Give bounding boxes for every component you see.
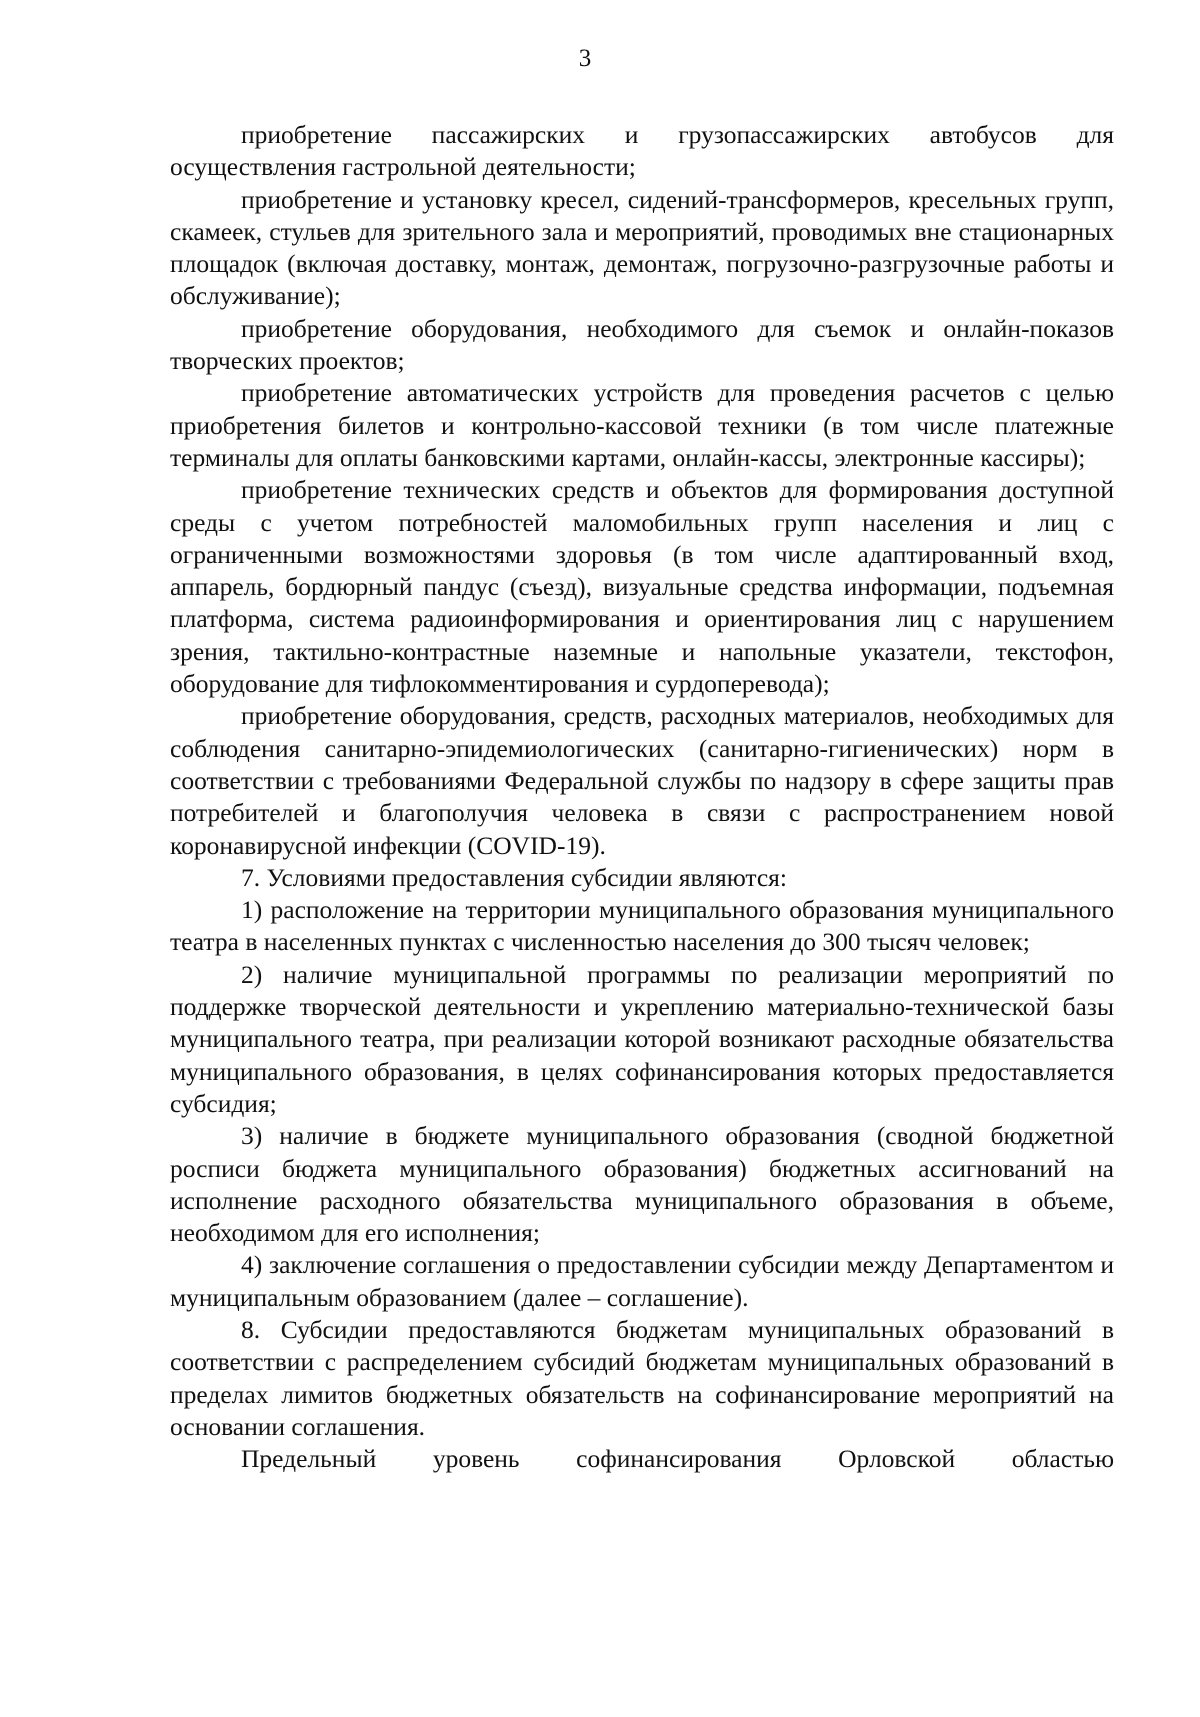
paragraph-seats: приобретение и установку кресел, сидений-трансформеров, кресельных групп, скамеек, стульев для зрительного зала и мероприятий, проводимых вне стационарных площадок (включая доставку, монтаж, демонтаж, погрузочно-разгрузочные работы и обслуживание); bbox=[170, 184, 1114, 311]
paragraph-condition-3: 3) наличие в бюджете муниципального образования (сводной бюджетной росписи бюджета муниципального образования) бюджетных ассигнований на исполнение расходного обязательства муниципального образования в объеме, необходимом для его исполнения; bbox=[170, 1121, 1114, 1248]
paragraph-payment-devices: приобретение автоматических устройств для проведения расчетов с целью приобретения билетов и контрольно-кассовой техники (в том числе платежные терминалы для оплаты банковскими картами, онлайн-кассы, электронные кассиры); bbox=[170, 378, 1114, 472]
paragraph-buses: приобретение пассажирских и грузопассажирских автобусов для осуществления гастрольной деятельности; bbox=[170, 120, 1114, 182]
paragraph-accessible-environment: приобретение технических средств и объектов для формирования доступной среды с учетом потребностей маломобильных групп населения и лиц с ограниченными возможностями здоровья (в том числе адаптированный вход, аппарель, бордюрный пандус (съезд), визуальные средства информации, подъемная платформа, система радиоинформирования и ориентирования лиц с нарушением зрения, тактильно-контрастные наземные и напольные указатели, текстофон, оборудование для тифлокомментирования и сурдоперевода); bbox=[170, 475, 1114, 699]
paragraph-condition-2: 2) наличие муниципальной программы по реализации мероприятий по поддержке творческой деятельности и укреплению материально-технической базы муниципального театра, при реализации которой возникают расходные обязательства муниципального образования, в целях софинансирования которых предоставляется субсидия; bbox=[170, 959, 1114, 1118]
paragraph-section-7-heading: 7. Условиями предоставления субсидии являются: bbox=[241, 862, 787, 892]
page-number: 3 bbox=[578, 45, 592, 72]
paragraph-section-8: 8. Субсидии предоставляются бюджетам муниципальных образований в соответствии с распределением субсидий бюджетам муниципальных образований в пределах лимитов бюджетных обязательств на софинансирование мероприятий на основании соглашения. bbox=[170, 1314, 1114, 1441]
paragraph-condition-4: 4) заключение соглашения о предоставлении субсидии между Департаментом и муниципальным образованием (далее – соглашение). bbox=[170, 1250, 1114, 1312]
paragraph-cofinancing-level: Предельный уровень софинансирования Орловской областью bbox=[241, 1444, 1114, 1474]
paragraph-condition-1: 1) расположение на территории муниципального образования муниципального театра в населенных пунктах с численностью населения до 300 тысяч человек; bbox=[170, 895, 1114, 957]
document-body bbox=[170, 119, 1114, 1475]
paragraph-sanitary-equipment: приобретение оборудования, средств, расходных материалов, необходимых для соблюдения санитарно-эпидемиологических (санитарно-гигиенических) норм в соответствии с требованиями Федеральной службы по надзору в сфере защиты прав потребителей и благополучия человека в связи с распространением новой коронавирусной инфекции (COVID-19). bbox=[170, 701, 1114, 860]
paragraph-filming-equipment: приобретение оборудования, необходимого для съемок и онлайн-показов творческих проектов; bbox=[170, 313, 1114, 376]
